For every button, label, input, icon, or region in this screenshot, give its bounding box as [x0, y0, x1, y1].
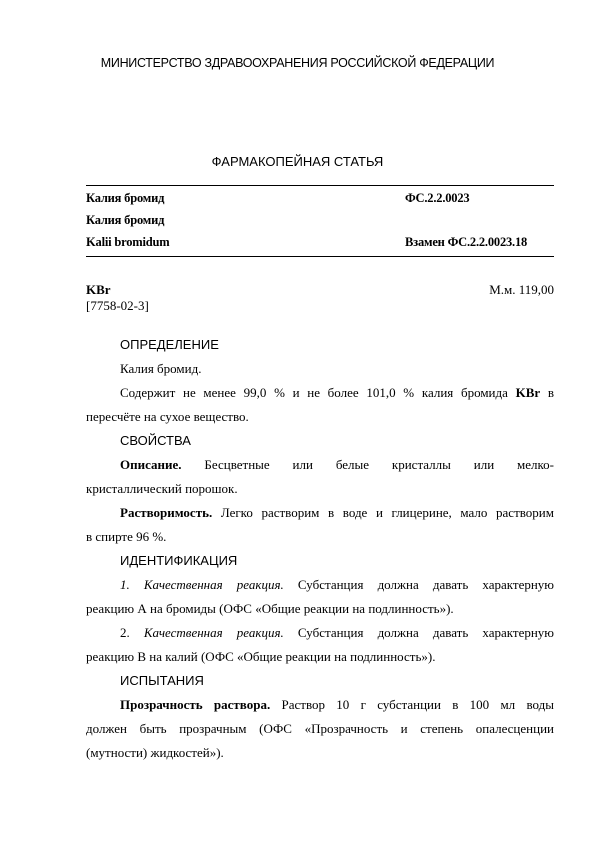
section-properties-heading: СВОЙСТВА — [120, 433, 191, 448]
document-body — [86, 333, 554, 765]
identification-item-2-line-2: реакцию В на калий (ОФС «Общие реакции на подлинность»). — [86, 649, 436, 664]
header-bottom-rule — [86, 256, 554, 257]
chemical-formula: KBr — [86, 282, 111, 297]
identification-item-1-line-2: реакцию А на бромиды (ОФС «Общие реакции на подлинность»). — [86, 601, 454, 616]
definition-name: Калия бромид. — [120, 361, 202, 376]
article-code: ФС.2.2.0023 — [405, 191, 470, 205]
document-title: ФАРМАКОПЕЙНАЯ СТАТЬЯ — [211, 154, 384, 169]
definition-content-line-2: пересчёте на сухое вещество. — [86, 409, 249, 424]
clarity-line-1: Прозрачность раствора. Раствор 10 г субстанции в 100 мл воды — [120, 697, 554, 712]
section-tests-heading: ИСПЫТАНИЯ — [120, 673, 204, 688]
header-top-rule — [86, 185, 554, 186]
article-name-ru-2: Калия бромид — [86, 213, 165, 227]
molecular-mass: М.м. 119,00 — [489, 282, 554, 297]
cas-number: [7758-02-3] — [86, 298, 149, 313]
section-definition-heading: ОПРЕДЕЛЕНИЕ — [120, 337, 219, 352]
identification-item-2-line-1: 2. Качественная реакция. Субстанция должна давать характерную — [120, 625, 555, 640]
description-line-2: кристаллический порошок. — [86, 481, 238, 496]
article-replaces: Взамен ФС.2.2.0023.18 — [405, 235, 528, 249]
clarity-line-3: (мутности) жидкостей»). — [86, 745, 224, 760]
article-name-ru: Калия бромид — [86, 191, 165, 205]
solubility-line-1: Растворимость. Легко растворим в воде и глицерине, мало растворим — [120, 505, 554, 520]
clarity-line-2: должен быть прозрачным (ОФС «Прозрачность и степень опалесценции — [86, 721, 554, 736]
identification-item-1-line-1: 1. Качественная реакция. Субстанция должна давать характерную — [120, 577, 555, 592]
ministry-header: МИНИСТЕРСТВО ЗДРАВООХРАНЕНИЯ РОССИЙСКОЙ ФЕДЕРАЦИИ — [100, 56, 495, 70]
article-name-latin: Kalii bromidum — [86, 235, 170, 249]
solubility-line-2: в спирте 96 %. — [86, 529, 167, 544]
section-identification-heading: ИДЕНТИФИКАЦИЯ — [120, 553, 238, 568]
description-line-1: Описание. Бесцветные или белые кристаллы или мелко- — [120, 457, 554, 472]
definition-content-line-1: Содержит не менее 99,0 % и не более 101,0 % калия бромида KBr в — [120, 385, 554, 400]
